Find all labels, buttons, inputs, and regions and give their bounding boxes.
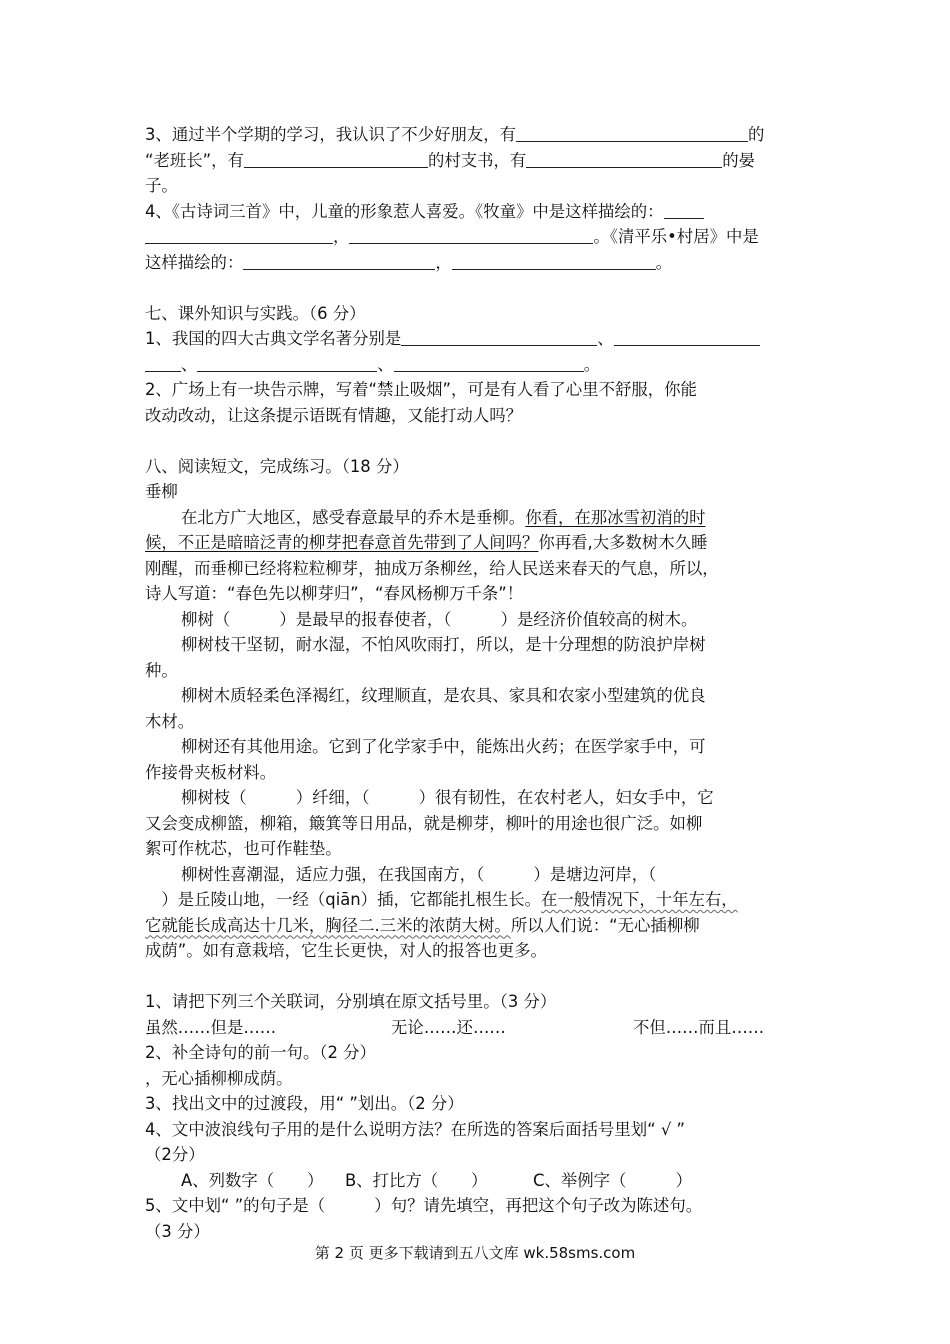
article-line: 刚醒，而垂柳已经将粒粒柳芽，抽成万条柳丝，给人民送来春天的气息，所以， [145, 558, 719, 578]
article-line: 柳树性喜潮湿，适应力强，在我国南方，（ ）是塘边河岸，（ [181, 864, 657, 884]
article-line: 柳树枝（ ）纤细，（ ）很有韧性，在农村老人，妇女手中，它 [181, 788, 714, 807]
wavy-underlined-sentence: 它就能长成高达十几米，胸径二.三米的浓荫大树。 [145, 915, 511, 935]
exam-page [145, 122, 807, 1244]
option: 虽然……但是…… [145, 1017, 277, 1037]
article-line: 成荫”。如有意栽培，它生长更快，对人的报答也更多。 [145, 941, 547, 960]
option[interactable]: A、列数字（ ） [181, 1170, 324, 1190]
q4-line-1: 4、《古诗词三首》中，儿童的形象惹人喜爱。《牧童》中是这样描绘的： [145, 199, 807, 225]
article-line: 在北方广大地区，感受春意最早的乔木是垂柳。你看，在那冰雪初消的时 [181, 507, 706, 527]
answer-blank[interactable] [664, 201, 704, 219]
question-4-line-2: （2分） [145, 1145, 205, 1164]
article-line: 柳树还有其他用途。它到了化学家手中，能炼出火药；在医学家手中，可 [181, 737, 706, 756]
article-title: 垂柳 [145, 482, 178, 501]
section-7-title: 七、课外知识与实践。（6 分） [145, 303, 366, 323]
question-3: 3、找出文中的过渡段，用“ ”划出。（2 分） [145, 1094, 464, 1113]
answer-blank[interactable] [145, 354, 181, 372]
article-line: 作接骨夹板材料。 [145, 762, 277, 782]
question-1: 1、请把下列三个关联词，分别填在原文括号里。（3 分） [145, 992, 557, 1011]
article-line: 诗人写道：“春色先以柳芽归”，“春风杨柳万千条”！ [145, 584, 524, 603]
q4-line-3: 这样描绘的： ， 。 [145, 252, 673, 272]
question-1-options [145, 1015, 807, 1041]
article-line: 它就能长成高达十几米，胸径二.三米的浓荫大树。所以人们说：“无心插柳柳 [145, 915, 700, 935]
question-4-options [145, 1168, 807, 1194]
page-footer: 第 2 页 更多下载请到五八文库 wk.58sms.com [314, 1244, 636, 1262]
article-line: 木材。 [145, 711, 195, 731]
question-5-line-1: 5、文中划“ ”的句子是（ ）句？请先填空，再把这个句子改为陈述句。 [145, 1196, 703, 1215]
article-line: 柳树枝干坚韧，耐水湿，不怕风吹雨打，所以，是十分理想的防浪护岸树 [181, 635, 706, 654]
article-line: 柳树木质轻柔色泽褐红，纹理顺直，是农具、家具和农家小型建筑的优良 [181, 686, 706, 705]
question-2-line: ，无心插柳柳成荫。 [145, 1068, 293, 1088]
q3-line-3: 子。 [145, 176, 178, 195]
article-line: ）是丘陵山地，一经（qiān）插，它都能扎根生长。在一般情况下，十年左右， [145, 890, 738, 909]
q4-line-2: ， 。《清平乐•村居》中是 [145, 224, 807, 250]
answer-blank[interactable] [401, 328, 597, 346]
answer-blank[interactable] [243, 252, 435, 270]
answer-blank[interactable] [197, 354, 377, 372]
question-2: 2、补全诗句的前一句。（2 分） [145, 1043, 376, 1062]
article-line: 柳树（ ）是最早的报春使者，（ ）是经济价值较高的树木。 [181, 609, 698, 629]
question-5-line-2: （3 分） [145, 1221, 210, 1241]
option[interactable]: C、举例字（ ） [533, 1170, 692, 1190]
option: 不但……而且…… [633, 1017, 765, 1037]
underlined-sentence: 候，不正是暗暗泛青的柳芽把春意首先带到了人间吗？ [145, 533, 539, 552]
sec7-q1-line-1: 1、我国的四大古典文学名著分别是 、 [145, 326, 807, 352]
sec7-q2-line-1: 2、广场上有一块告示牌，写着“禁止吸烟”，可是有人看了心里不舒服，你能 [145, 380, 697, 399]
underlined-sentence: 你看，在那冰雪初消的时 [525, 507, 706, 527]
wavy-underlined-sentence: 在一般情况下，十年左右， [540, 890, 738, 909]
answer-blank[interactable] [145, 226, 333, 244]
article-line: 又会变成柳篮，柳箱，簸箕等日用品，就是柳芽，柳叶的用途也很广泛。如柳 [145, 813, 703, 833]
article-line: 种。 [145, 660, 178, 680]
answer-blank[interactable] [244, 150, 428, 168]
article-line: 絮可作枕芯，也可作鞋垫。 [145, 839, 342, 858]
option[interactable]: B、打比方（ ） [345, 1170, 488, 1190]
answer-blank[interactable] [394, 354, 584, 372]
q3-line-1: 3、通过半个学期的学习，我认识了不少好朋友，有 的 [145, 125, 765, 144]
answer-blank[interactable] [349, 226, 593, 244]
question-4-line-1: 4、文中波浪线句子用的是什么说明方法？在所选的答案后面括号里划“ √ ” [145, 1119, 685, 1139]
article-line: 候，不正是暗暗泛青的柳芽把春意首先带到了人间吗？你再看,大多数树木久睡 [145, 533, 708, 552]
answer-blank[interactable] [526, 150, 722, 168]
answer-blank[interactable] [516, 124, 748, 142]
option: 无论……还…… [391, 1017, 506, 1037]
section-8-title: 八、阅读短文，完成练习。（18 分） [145, 456, 409, 476]
sec7-q2-line-2: 改动改动，让这条提示语既有情趣，又能打动人吗？ [145, 405, 522, 425]
sec7-q1-line-2: 、 、 。 [145, 352, 807, 378]
answer-blank[interactable] [452, 252, 656, 270]
answer-blank[interactable] [614, 328, 760, 346]
q3-line-2: “老班长”，有 的村支书，有 的晏 [145, 150, 756, 170]
